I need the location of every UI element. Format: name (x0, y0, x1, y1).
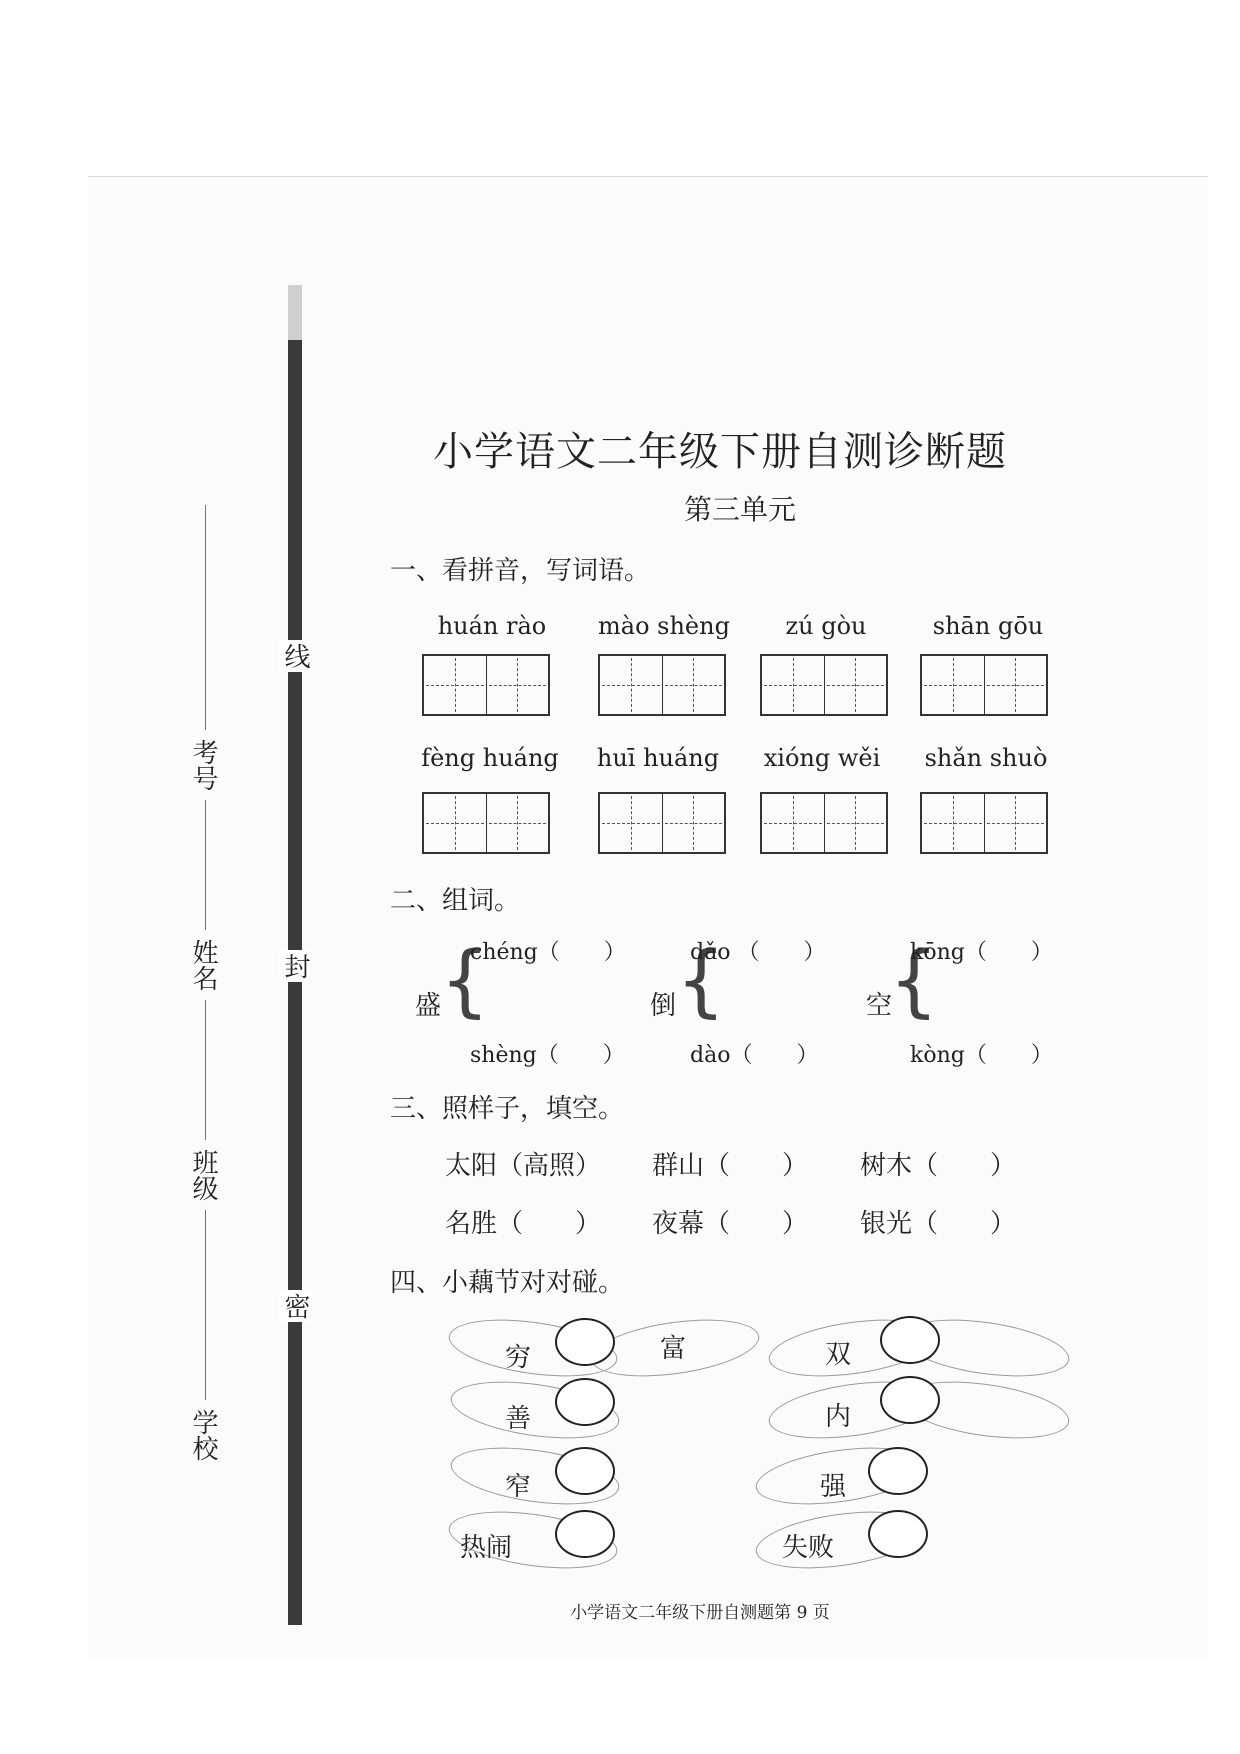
oujie-left-top-right: 富 (660, 1334, 687, 1364)
writing-grid[interactable] (422, 654, 550, 716)
section3-heading: 三、照样子，填空。 (390, 1094, 625, 1124)
zuci-char-dao: 倒 (650, 991, 677, 1021)
oujie-left-3: 窄 (505, 1472, 532, 1502)
answer-oval[interactable] (868, 1447, 928, 1495)
page-footer: 小学语文二年级下册自测题第 9 页 (570, 1603, 830, 1623)
label-kaohao: 考号 (188, 739, 218, 791)
binding-bar-top (288, 285, 302, 340)
brace-icon: { (440, 936, 490, 1026)
oujie-left-2: 善 (505, 1404, 532, 1434)
seal-feng: 封 (279, 950, 311, 982)
oujie-left-4: 热闹 (460, 1533, 513, 1563)
pinyin-6: huī huáng (596, 744, 720, 772)
fill-item[interactable]: 树木（ ） (860, 1151, 1017, 1181)
writing-grid[interactable] (760, 792, 888, 854)
xuexiao-line (205, 1210, 206, 1400)
label-banji: 班级 (188, 1149, 218, 1201)
zuci-top: kōng（ ） (910, 940, 1053, 965)
brace-icon: { (676, 936, 726, 1026)
zuci-char-sheng: 盛 (415, 991, 442, 1021)
pinyin-5: fèng huáng (421, 744, 559, 772)
brace-icon: { (889, 936, 939, 1026)
answer-oval[interactable] (555, 1447, 615, 1495)
oujie-right-2: 内 (825, 1402, 852, 1432)
answer-oval[interactable] (880, 1376, 940, 1424)
fill-item[interactable]: 群山（ ） (652, 1151, 809, 1181)
pinyin-1: huán rào (437, 612, 547, 640)
writing-grid[interactable] (422, 792, 550, 854)
zuci-top: chéng（ ） (470, 940, 626, 965)
pinyin-4: shān gōu (932, 612, 1044, 640)
answer-oval[interactable] (555, 1378, 615, 1426)
answer-oval[interactable] (868, 1510, 928, 1558)
unit-title: 第三单元 (683, 493, 796, 526)
oujie-right-4: 失败 (782, 1533, 835, 1563)
writing-grid[interactable] (920, 654, 1048, 716)
answer-oval[interactable] (880, 1316, 940, 1364)
seal-mi: 密 (279, 1290, 311, 1322)
zuci-bottom: dào（ ） (690, 1043, 819, 1068)
oujie-left-1: 穷 (505, 1343, 532, 1373)
label-xuexiao: 学校 (188, 1409, 218, 1461)
writing-grid[interactable] (920, 792, 1048, 854)
zuci-char-kong: 空 (866, 991, 893, 1021)
answer-oval[interactable] (555, 1510, 615, 1558)
pinyin-3: zú gòu (785, 612, 867, 640)
writing-grid[interactable] (598, 654, 726, 716)
pinyin-2: mào shèng (598, 612, 730, 640)
kaohao-line (205, 505, 206, 730)
banji-line (205, 1000, 206, 1140)
zuci-bottom: kòng（ ） (910, 1043, 1053, 1068)
fill-item: 太阳（高照） (445, 1151, 602, 1181)
xingming-line (205, 800, 206, 930)
binding-bar (288, 340, 302, 1625)
seal-xian: 线 (279, 640, 311, 672)
section4-heading: 四、小藕节对对碰。 (390, 1268, 625, 1298)
section2-heading: 二、组词。 (390, 886, 521, 916)
writing-grid[interactable] (598, 792, 726, 854)
page-title: 小学语文二年级下册自测诊断题 (433, 429, 1007, 475)
fill-item[interactable]: 夜幕（ ） (652, 1209, 809, 1239)
section1-heading: 一、看拼音，写词语。 (390, 556, 651, 586)
pinyin-8: shǎn shuò (924, 744, 1048, 772)
zuci-top: dǎo （ ） (690, 940, 826, 965)
answer-oval[interactable] (555, 1318, 615, 1366)
writing-grid[interactable] (760, 654, 888, 716)
zuci-bottom: shèng（ ） (470, 1043, 625, 1068)
oujie-right-1: 双 (825, 1340, 852, 1370)
label-xingming: 姓名 (188, 939, 218, 991)
oujie-right-3: 强 (820, 1472, 847, 1502)
fill-item[interactable]: 银光（ ） (860, 1209, 1017, 1239)
top-edge-line (88, 176, 1208, 177)
fill-item[interactable]: 名胜（ ） (445, 1209, 602, 1239)
pinyin-7: xióng wěi (763, 744, 881, 772)
